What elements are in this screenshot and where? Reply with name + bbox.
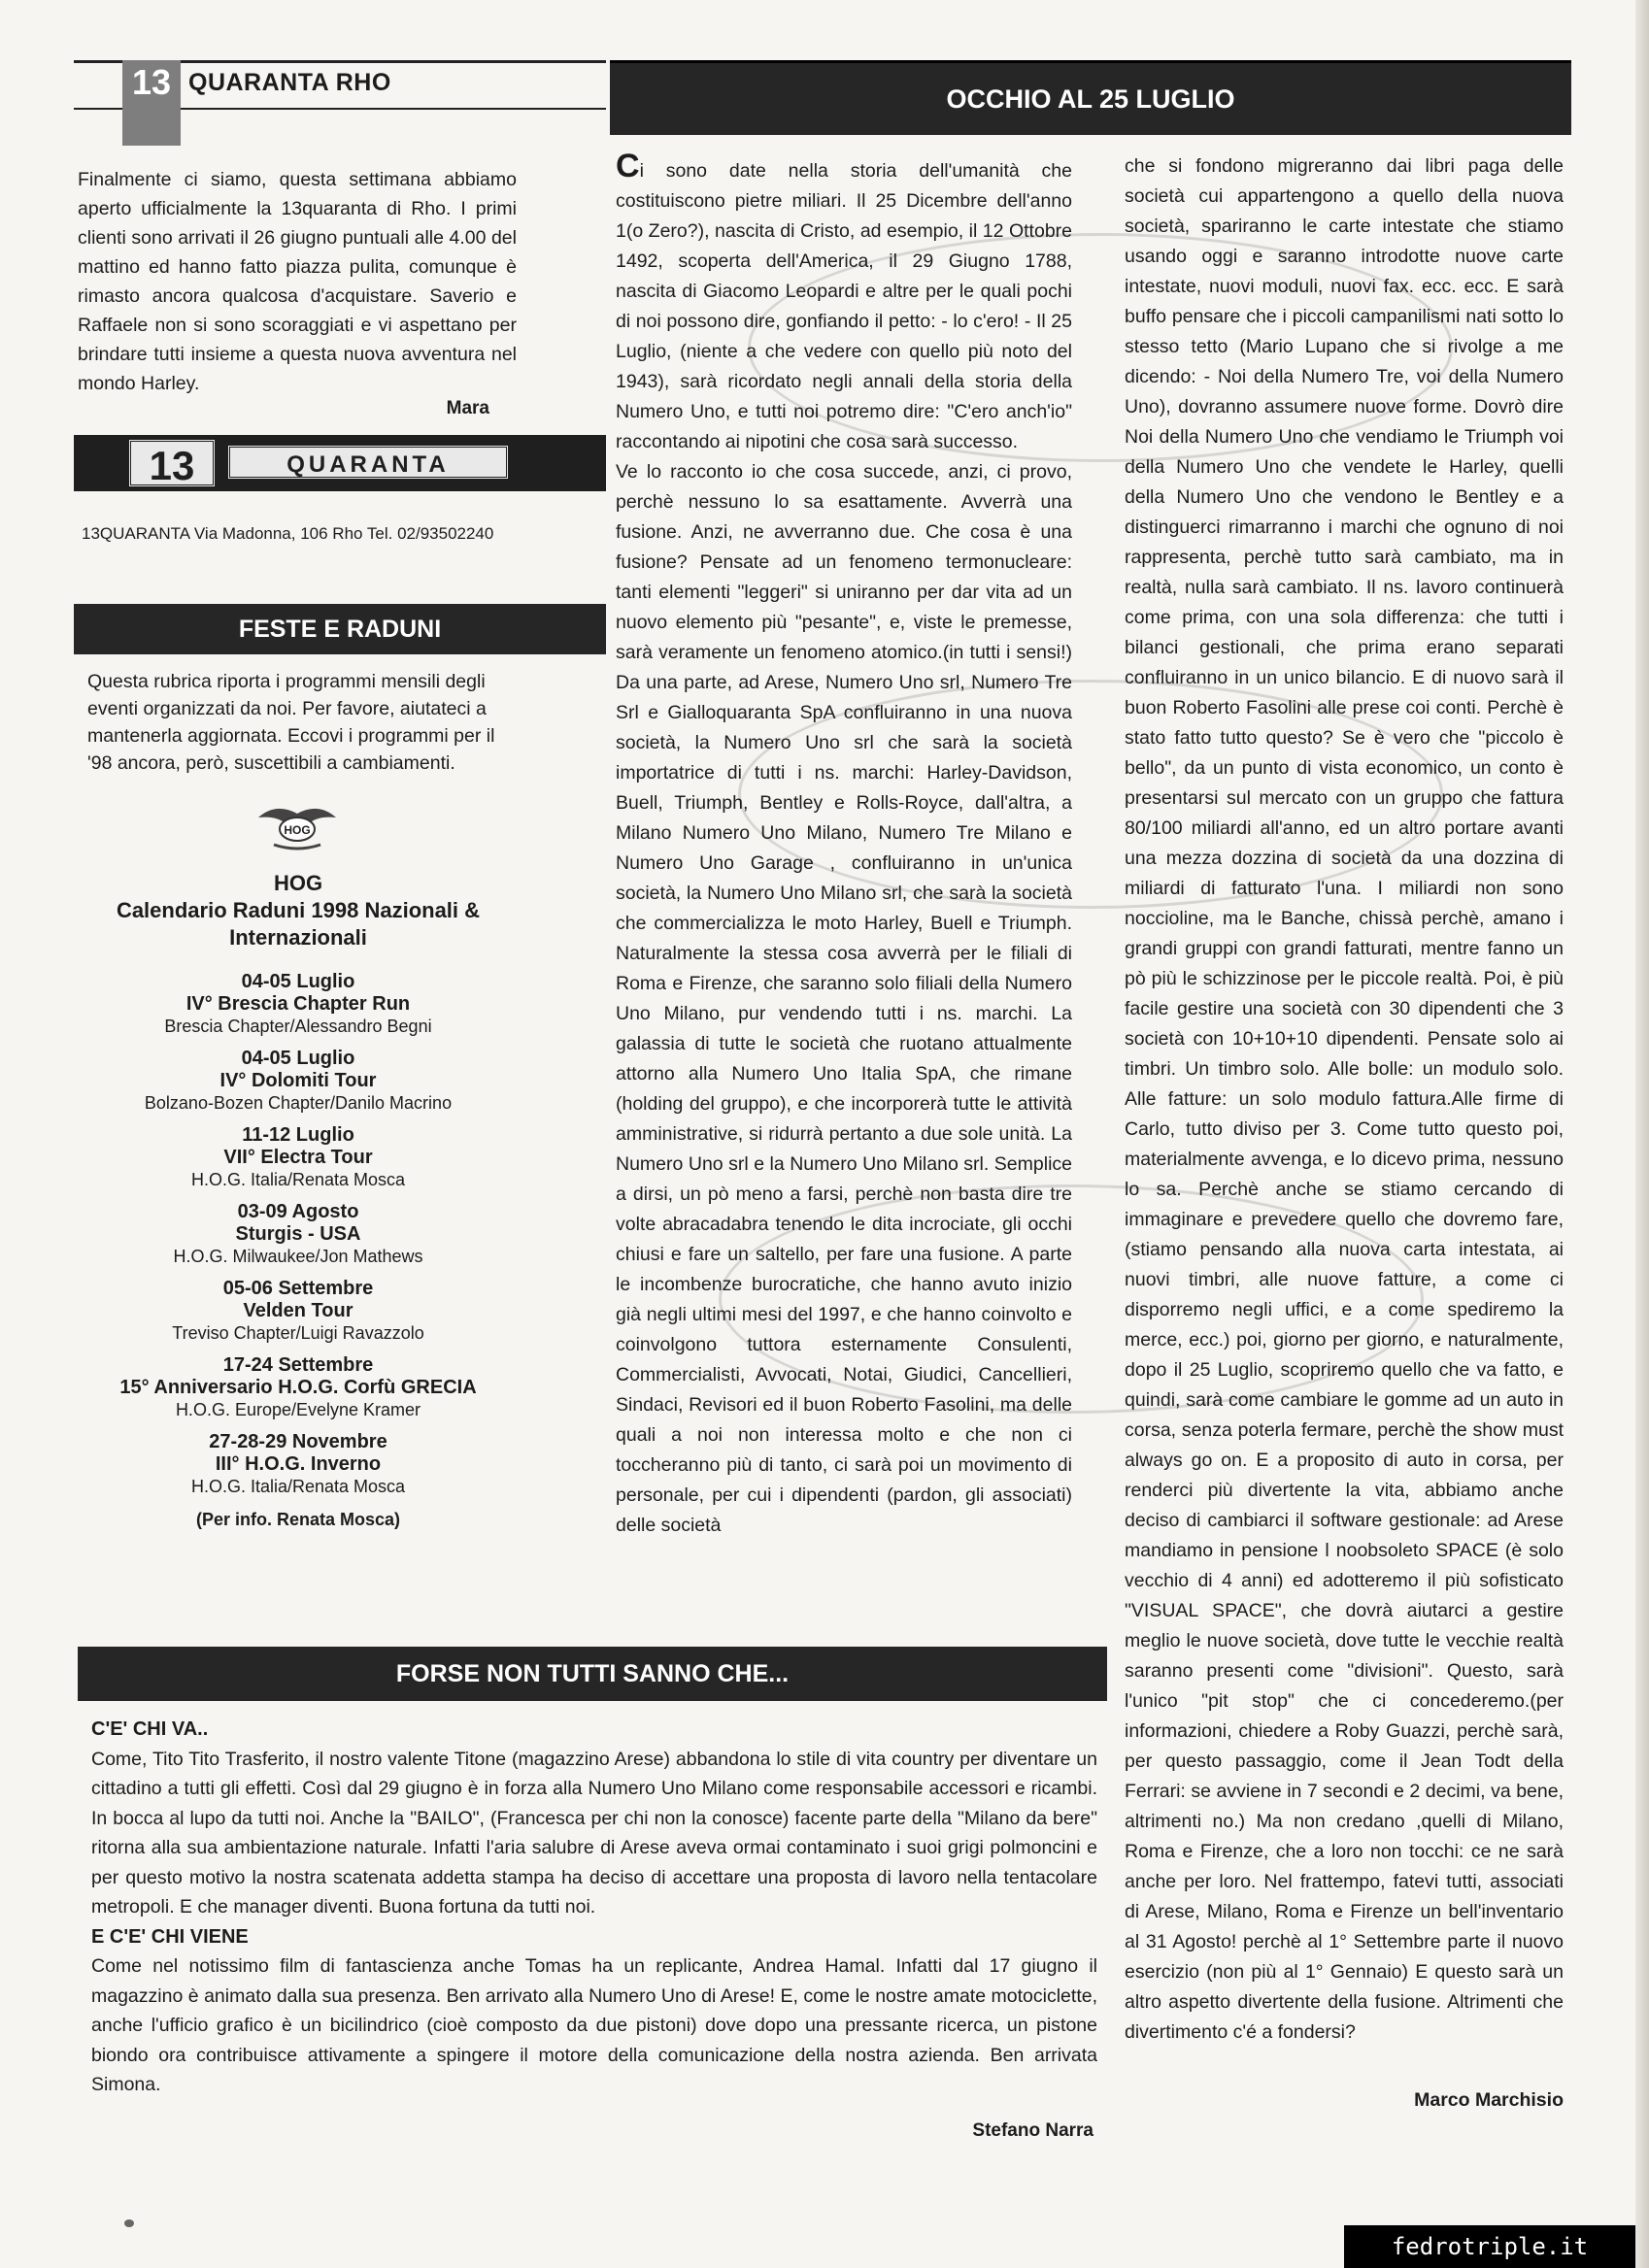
event-name: IV° Brescia Chapter Run — [185, 993, 411, 1015]
forse-paragraph-1: Come, Tito Tito Trasferito, il nostro valente Titone (magazzino Arese) abbandona lo stile di vita country per diventare un cittadino a tutti gli effetti. Così dal 29 giugno è in forza alla Numero Uno Milano come responsabile accessori e ricambi. In bocca al lupo da tutti noi. Anche la "BAILO", (Francesca per chi non la conosce) facente parte della "Milano da bere" ritorna alla sua ambientazione naturale. Infatti l'aria salubre di Arese aveva ormai contaminato i suoi grigi polmoncini e per questo motivo la nostra scatenata addetta stampa ha deciso di accettare una proposta di lavoro nella tentacolare metropoli. E che manager diventi. Buona fortuna da tutti noi. — [91, 1748, 1097, 1918]
event-organizer: Bolzano-Bozen Chapter/Danilo Macrino — [144, 1093, 453, 1113]
event-organizer: H.O.G. Italia/Renata Mosca — [190, 1170, 406, 1189]
forse-body — [91, 1715, 1097, 2100]
event-list — [87, 971, 509, 1531]
event-date: 04-05 Luglio — [241, 1048, 355, 1069]
quaranta-address: 13QUARANTA Via Madonna, 106 Rho Tel. 02/93502240 — [82, 524, 494, 543]
event-date: 27-28-29 Novembre — [209, 1431, 387, 1452]
event-item — [87, 1431, 509, 1498]
ink-dot — [124, 2219, 134, 2227]
hog-logo-text: HOG — [284, 823, 311, 837]
quaranta-signature: Mara — [446, 398, 489, 418]
calendar-title-main: Calendario Raduni 1998 Nazionali & Internazionali — [116, 898, 481, 950]
forse-signature: Stefano Narra — [972, 2120, 1094, 2141]
event-organizer: H.O.G. Italia/Renata Mosca — [190, 1477, 406, 1496]
occhio-title: OCCHIO AL 25 LUGLIO — [610, 60, 1571, 135]
article-signature: Marco Marchisio — [1414, 2089, 1564, 2111]
event-name: Velden Tour — [243, 1300, 353, 1321]
article-dropcap: C — [616, 148, 640, 184]
event-item — [87, 1354, 509, 1421]
feste-intro: Questa rubrica riporta i programmi mensili degli eventi organizzati da noi. Per favore, aiutateci a mantenerla aggiornata. Eccovi i programmi per il '98 ancora, però, suscettibili a cambiamenti. — [87, 671, 495, 774]
forse-heading-2: E C'E' CHI VIENE — [91, 1925, 249, 1948]
quaranta-header — [74, 60, 606, 110]
event-date: 17-24 Settembre — [222, 1354, 374, 1376]
event-name: 15° Anniversario H.O.G. Corfù GRECIA — [119, 1377, 477, 1398]
quaranta-text: Finalmente ci siamo, questa settimana abbiamo aperto ufficialmente la 13quaranta di Rho. I primi clienti sono arrivati il 26 giugno puntuali alle 4.00 del mattino ed hanno fatto piazza pulita, comunque è rimasto ancora qualcosa d'acquistare. Saverio e Raffaele non si sono scoraggiati e vi aspettano per brindare tutti insieme a questa nuova avventura nel mondo Harley. — [78, 169, 517, 394]
event-organizer: H.O.G. Milwaukee/Jon Mathews — [173, 1247, 423, 1266]
article-column-2: che si fondono migreranno dai libri paga delle società cui appartengono a quello della nuova società, spariranno le carte intestate che stiamo usando oggi e saranno introdotte nuove carte intestate, nuovi moduli, nuovi fax. ecc. ecc. E sarà buffo pensare che i piccoli campanilismi nati sotto lo stesso tetto (Mario Lupano che si rivolge a me dicendo: - Noi della Numero Tre, voi della Numero Uno), dovranno assumere nuove forme. Dovrò dire Noi della Numero Uno che vendiamo le Triumph voi della Numero Uno che vendete le Harley, quelli della Numero Uno che vendono le Bentley e a distinguerci rimarranno i marchi che ognuno di noi rappresenta, perchè tutto sarà cambiato, ma in realtà, nulla sarà cambiato. Il ns. lavoro continuerà come prima, con una sola differenza: che tutti i bilanci gestionali, che prima erano separati confluiranno in un unico bilancio. E di nuovo sarà il buon Roberto Fasolini alle prese coi conti. Perchè è stato fatto tutto questo? Se è vero che "piccolo è bello", da un punto di vista economico, un conto è presentarsi sul mercato con un gruppo che fattura 80/100 miliardi all'anno, ed un altro portare avanti una mezza dozzina di società da una dozzina di miliardi di fatturato l'una. I miliardi non sono noccioline, ma le Banche, chissà perchè, amano i grandi gruppi con grandi fatturati, mentre fanno un pò più le schizzinose per le piccole realtà. Poi, è più facile gestire una società con 30 dipendenti che 3 società con 10+10+10 dipendenti. Pensate solo ai timbri. Un timbro solo. Alle bolle: un modulo solo. Alle fatture: un solo modulo fattura.Alle firme di Carlo, tutto diviso per 3. Come tutto questo poi, materialmente avvenga, e lo dicevo prima, nessuno lo sa. Perchè anche se stiamo cercando di immaginare e prevedere quello che dovremo fare, (stiamo pensando alla nuova carta intestata, ai nuovi timbri, alle nuove fatture, a come ci disporremo negli uffici, e a come spediremo la merce, ecc.) poi, giorno per giorno, e naturalmente, dopo il 25 Luglio, scopriremo quello che va fatto, e quindi, sarà come cambiare le gomme ad un auto in corsa, senza poterla fermare, perchè the show must always go on. E a proposito di auto in corsa, per renderci più divertente la vita, abbiamo anche deciso di cambiarci il software gestionale: ad Arese mandiamo in pensione l noobsoleto SPACE (è solo vecchio di 4 anni) ed adotteremo il più sofisticato "VISUAL SPACE", che dovrà aiutarci a gestire meglio le nuove società, dove tutte le vecchie realtà saranno presenti come "divisioni". Questo, sarà l'unico "pit stop" che ci concederemo.(per informazioni, chiedere a Roby Guazzi, perchè sarà, per questo passaggio, come il Jean Todt della Ferrari: se avviene in 7 secondi e 2 decimi, va bene, altrimenti no.) Ma non credano ,quelli di Milano, Roma e Firenze, che a loro non tocchi: ce ne sarà anche per loro. Nel frattempo, fatevi tutti, associati di Arese, Milano, Roma e Firenze un bell'inventario al 31 Agosto! perchè al 1° Settembre parte il nuovo esercizio (non più al 1° Gennaio) E questo sarà un altro aspetto divertente della fusione. Altrimenti che divertimento c'é a fondersi? — [1125, 155, 1564, 2043]
event-name: III° H.O.G. Inverno — [215, 1453, 382, 1475]
source-credit: fedrotriple.it — [1344, 2225, 1635, 2268]
quaranta-logo — [74, 435, 606, 491]
event-item — [87, 1201, 509, 1268]
forse-heading-1: C'E' CHI VA.. — [91, 1718, 209, 1740]
quaranta-number: 13 — [122, 60, 181, 146]
event-organizer: Treviso Chapter/Luigi Ravazzolo — [172, 1323, 424, 1343]
calendar-title — [87, 870, 509, 951]
event-date: 04-05 Luglio — [241, 971, 355, 992]
quaranta-logo-number: 13 — [128, 439, 216, 487]
forse-title: FORSE NON TUTTI SANNO CHE... — [78, 1647, 1107, 1701]
event-date: 11-12 Luglio — [242, 1124, 354, 1146]
article-column-1-text: i sono date nella storia dell'umanità che costituiscono pietre miliari. Il 25 Dicembre dell'anno 1(o Zero?), nascita di Cristo, ad esempio, il 12 Ottobre 1492, scoperta dell'America, il 29 Giugno 1788, nascita di Giacomo Leopardi e altre per le quali pochi di noi possono dire, gonfiando il petto: - lo c'ero! - Il 25 Luglio, (niente a che vedere con quello più noto del 1943), sarà ricordato negli annali della storia della Numero Uno, e tutti noi potremo dire: "C'ero anch'io" raccontando ai nipotini che cosa sarà successo. Ve lo racconto io che cosa succede, anzi, ci provo, perchè nessuno lo sa esattamente. Avverrà una fusione. Anzi, ne avverranno due. Che cosa è una fusione? Pensate ad un fenomeno termonucleare: tanti elementi "leggeri" si uniranno per dar vita ad un nuovo elemento più "pesante", e, viste le premesse, sarà veramente un fenomeno atomico.(in tutti i sensi!) Da una parte, ad Arese, Numero Uno srl, Numero Tre Srl e Gialloquaranta SpA confluiranno in una nuova società, la Numero Uno srl che sarà la società importatrice di tutti i ns. marchi: Harley-Davidson, Buell, Triumph, Bentley e Rolls-Royce, dall'altra, a Milano Numero Uno Milano, Numero Tre Milano e Numero Uno Garage , confluiranno in un'unica società, la Numero Uno Milano srl, che sarà la società che commercializza le moto Harley, Buell e Triumph. Naturalmente la stessa cosa avverrà per le filiali di Roma e Firenze, che saranno solo filiali della Numero Uno Milano, pur vendendo tutti i ns. marchi. La galassia di tutte le società che ruotano attualmente attorno alla Numero Uno Italia SpA, che rimane (holding del gruppo), e che incorporerà tutte le attività amministrative, si ridurrà pertanto a due sole unità. La Numero Uno srl e la Numero Uno Milano srl. Semplice a dirsi, un pò meno a farsi, perchè non basta dire tre volte abracadabra tenendo le dita incrociate, gli occhi chiusi e fare un saltello, per fare una fusione. A parte le incombenze burocratiche, che hanno avuto inizio già negli ultimi mesi del 1997, e che hanno coinvolto e coinvolgono tuttora esternamente Consulenti, Commercialisti, Avvocati, Notai, Giudici, Cancellieri, Sindaci, Revisori ed il buon Roberto Fasolini, ma delle quali a noi non interessa molto e che non ci toccheranno più di tanto, ci sarà poi un movimento di personale, per cui i dipendenti (pardon, gli associati) delle società — [616, 160, 1072, 1536]
event-date: 03-09 Agosto — [237, 1201, 359, 1222]
event-item — [87, 1278, 509, 1345]
page-edge — [1635, 0, 1649, 2268]
event-organizer: Brescia Chapter/Alessandro Begni — [164, 1017, 432, 1036]
event-item — [87, 1124, 509, 1191]
hog-eagle-icon — [254, 796, 340, 852]
article-column-1 — [616, 148, 1072, 1541]
quaranta-logo-word: QUARANTA — [227, 445, 509, 480]
event-name: VII° Electra Tour — [223, 1147, 373, 1168]
quaranta-title: QUARANTA RHO — [188, 69, 391, 96]
calendar-title-hog: HOG — [273, 871, 323, 895]
forse-paragraph-2: Come nel notissimo film di fantascienza anche Tomas ha un replicante, Andrea Hamal. Infatti dal 17 giugno il magazzino è animato dalla sua presenza. Ben arrivato alla Numero Uno di Arese! E, come le nostre amate motociclette, anche l'ufficio grafico è un bicilindrico (cioè composto da due pistoni) dove dopo una pressante ricerca, un pistone biondo ora contribuisce attivamente a spingere il motore della comunicazione della nostra azienda. Ben arrivata Simona. — [91, 1955, 1097, 2095]
event-organizer: H.O.G. Europe/Evelyne Kramer — [175, 1400, 421, 1419]
feste-title: FESTE E RADUNI — [74, 604, 606, 654]
event-name: IV° Dolomiti Tour — [219, 1070, 377, 1091]
event-date: 05-06 Settembre — [222, 1278, 374, 1299]
event-note: (Per info. Renata Mosca) — [195, 1510, 401, 1529]
event-item — [87, 971, 509, 1038]
event-name: Sturgis - USA — [235, 1223, 361, 1245]
event-item — [87, 1048, 509, 1115]
